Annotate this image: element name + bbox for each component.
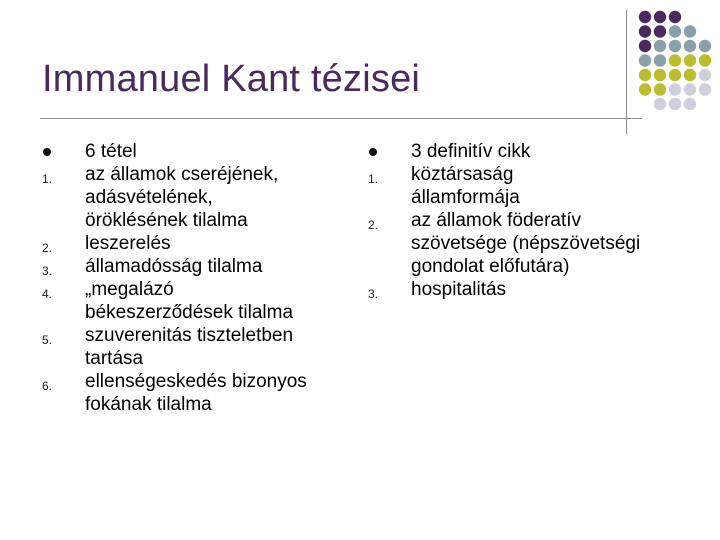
left-item-text-line: szuverenitás tiszteletben <box>85 325 294 346</box>
left-list-item: 1. az államok cseréjének, adásvételének, öröklésének tilalma <box>40 163 360 232</box>
decorative-dot <box>654 98 666 110</box>
decorative-dot <box>684 40 696 52</box>
decorative-dot <box>684 69 696 81</box>
left-column-heading-item <box>40 140 360 163</box>
left-item-text-line: fokának tilalma <box>85 394 212 415</box>
corner-divider-line <box>626 10 627 134</box>
decorative-dot <box>654 54 666 66</box>
left-item-text-line: öröklésének tilalma <box>85 210 248 231</box>
right-item-text-line: szövetsége (népszövetségi <box>411 233 641 254</box>
decorative-dot <box>639 25 651 37</box>
decorative-dot <box>669 98 681 110</box>
left-column-list <box>40 140 360 416</box>
decorative-dot <box>699 54 711 66</box>
left-item-text-line: leszerelés <box>85 233 171 254</box>
left-item-text-line: államadósság tilalma <box>85 256 263 277</box>
right-list-item: 3. hospitalitás <box>366 278 706 301</box>
decorative-dot <box>699 83 711 95</box>
decorative-dot <box>639 54 651 66</box>
left-item-text-line: az államok cseréjének, <box>85 164 279 185</box>
left-list-item: 2. leszerelés <box>40 232 360 255</box>
left-list-item: 4. „megalázó békeszerződések tilalma <box>40 278 360 324</box>
decorative-dot <box>669 69 681 81</box>
decorative-dot <box>639 11 651 23</box>
decorative-dot <box>699 40 711 52</box>
decorative-dot <box>654 25 666 37</box>
right-item-text-line: gondolat előfutára) <box>411 256 570 277</box>
decorative-dot <box>654 69 666 81</box>
decorative-dot <box>639 69 651 81</box>
decorative-dot <box>639 40 651 52</box>
decorative-dot <box>669 83 681 95</box>
decorative-dot <box>669 40 681 52</box>
right-column-list <box>366 140 706 301</box>
right-column-heading: 3 definitív cikk <box>411 141 531 162</box>
decorative-dot <box>669 54 681 66</box>
decorative-dot <box>684 25 696 37</box>
right-item-text-line: az államok föderatív <box>411 210 582 231</box>
left-item-text-line: tartása <box>85 348 144 369</box>
left-column-heading: 6 tétel <box>85 141 137 162</box>
decorative-dot <box>699 69 711 81</box>
decorative-dot <box>684 54 696 66</box>
title-underline <box>40 118 642 119</box>
right-column-heading-item <box>366 140 706 163</box>
decorative-dot-grid <box>638 10 714 110</box>
decorative-dot <box>654 11 666 23</box>
slide-title: Immanuel Kant tézisei <box>42 58 421 100</box>
decorative-dot <box>639 83 651 95</box>
decorative-dot <box>654 83 666 95</box>
decorative-dot <box>684 98 696 110</box>
left-item-text-line: „megalázó <box>85 279 174 300</box>
left-item-text-line: adásvételének, <box>85 187 213 208</box>
left-item-text-line: békeszerződések tilalma <box>85 302 294 323</box>
decorative-dot <box>654 40 666 52</box>
left-list-item: 6. ellenségeskedés bizonyos fokának tilalma <box>40 370 360 416</box>
left-list-item: 5. szuverenitás tiszteletben tartása <box>40 324 360 370</box>
left-list-item: 3. államadósság tilalma <box>40 255 360 278</box>
right-item-text-line: köztársaság <box>411 164 514 185</box>
right-item-text-line: hospitalitás <box>411 279 507 300</box>
right-list-item: 1. köztársaság államformája <box>366 163 706 209</box>
decorative-dot <box>669 25 681 37</box>
decorative-dot <box>684 83 696 95</box>
right-item-text-line: államformája <box>411 187 520 208</box>
decorative-dot <box>669 11 681 23</box>
left-item-text-line: ellenségeskedés bizonyos <box>85 371 307 392</box>
right-list-item: 2. az államok föderatív szövetsége (népszövetségi gondolat előfutára) <box>366 209 706 278</box>
